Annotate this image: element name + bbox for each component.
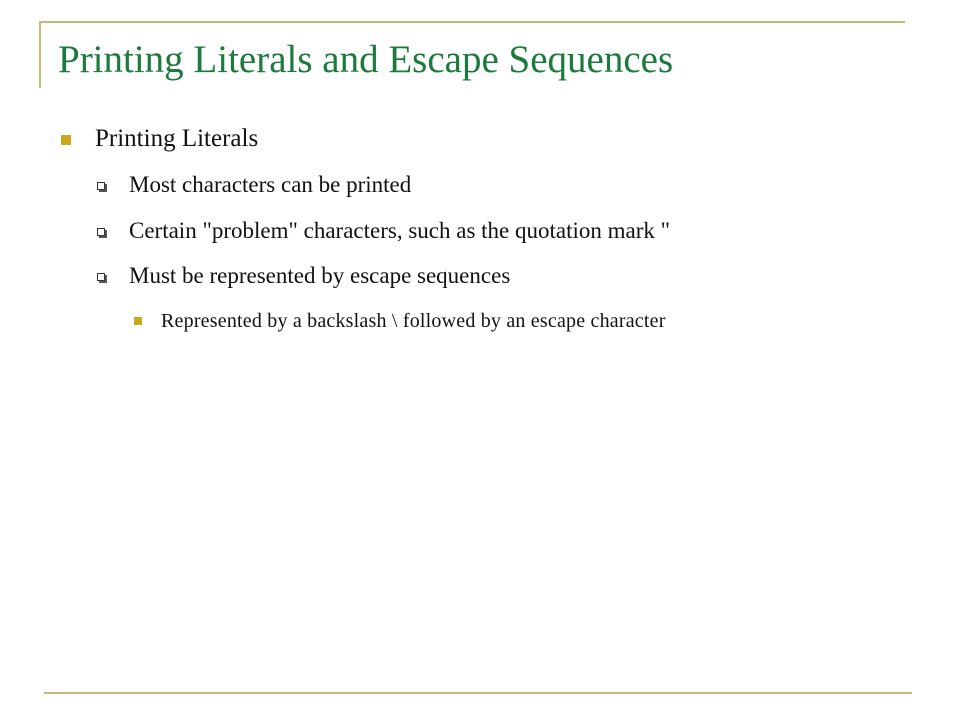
hollow-square-bullet-icon <box>97 273 105 281</box>
bullet-text: Printing Literals <box>95 125 259 152</box>
bullet-text: Represented by a backslash \ followed by an escape character <box>161 310 666 332</box>
slide-title: Printing Literals and Escape Sequences <box>58 38 674 81</box>
hollow-square-bullet-icon <box>97 182 105 190</box>
square-bullet-icon <box>61 135 71 145</box>
hollow-square-bullet-icon <box>97 228 105 236</box>
bottom-border-rule <box>44 692 912 694</box>
square-bullet-icon <box>134 317 142 325</box>
bullet-text: Must be represented by escape sequences <box>129 263 511 288</box>
bullet-text: Most characters can be printed <box>129 172 412 197</box>
bullet-text: Certain "problem" characters, such as the quotation mark " <box>129 218 671 243</box>
